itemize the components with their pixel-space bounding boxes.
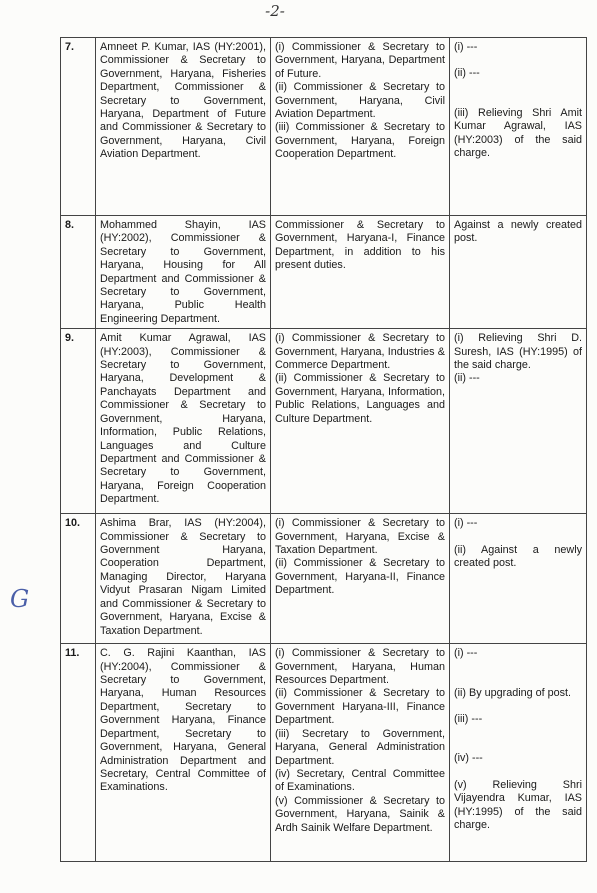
remark-item: Against a newly created post. <box>454 219 582 245</box>
posting-item: (i) Commissioner & Secretary to Government, Haryana, Human Resources Department. <box>275 647 445 687</box>
remark-item: (i) --- <box>454 41 478 53</box>
officer-details: Mohammed Shayin, IAS (HY:2002), Commissioner & Secretary to Government, Haryana, Housing for All Department and Commissioner & Secretary to Government, Haryana, Public Health Engineering Department. <box>96 216 271 329</box>
posting-item: (iii) Secretary to Government, Haryana, General Administration Department. <box>275 727 445 767</box>
remark-item: (iii) --- <box>454 713 483 726</box>
posting-details <box>271 38 450 216</box>
posting-item: (iii) Commissioner & Secretary to Government, Haryana, Foreign Cooperation Department. <box>275 121 445 161</box>
posting-item: (iv) Secretary, Central Committee of Examinations. <box>275 767 445 794</box>
posting-item: (ii) Commissioner & Secretary to Government Haryana-III, Finance Department. <box>275 687 445 727</box>
table-row <box>61 514 587 644</box>
posting-item: (i) Commissioner & Secretary to Government, Haryana, Industries & Commerce Department. <box>275 332 445 372</box>
officer-details: C. G. Rajini Kaanthan, IAS (HY:2004), Commissioner & Secretary to Government, Haryana, Human Resources Department, Secretary to Government Haryana, Finance Department, Secretary to Government, Haryana, General Administration Department and Secretary, Central Committee of Examinations. <box>96 644 271 862</box>
remark-item: (v) Relieving Shri Vijayendra Kumar, IAS (HY:1995) of the said charge. <box>454 778 582 832</box>
remarks <box>450 329 587 514</box>
serial-number: 8. <box>61 216 96 329</box>
table-row <box>61 216 587 329</box>
serial-number: 11. <box>61 644 96 862</box>
posting-item: (v) Commissioner & Secretary to Government, Haryana, Sainik & Ardh Sainik Welfare Department. <box>275 794 445 834</box>
posting-orders-table <box>60 37 587 862</box>
remark-item: (ii) Against a newly created post. <box>454 543 582 570</box>
posting-item: (i) Commissioner & Secretary to Government, Haryana, Department of Future. <box>275 41 445 80</box>
officer-details: Amit Kumar Agrawal, IAS (HY:2003), Commissioner & Secretary to Government, Haryana, Development & Panchayats Department and Commissioner & Secretary to Government, Haryana, Information, Public Relations, Languages and Culture Department and Commissioner & Secretary to Government, Haryana, Foreign Cooperation Department. <box>96 329 271 514</box>
remark-item: (i) --- <box>454 517 478 530</box>
remark-item: (ii) --- <box>454 67 480 80</box>
handwritten-margin-mark: G <box>10 585 30 613</box>
officer-details: Ashima Brar, IAS (HY:2004), Commissioner & Secretary to Government Haryana, Cooperation Department, Managing Director, Haryana Vidyut Prasaran Nigam Limited and Commissioner & Secretary to Government, Haryana, Excise & Taxation Department. <box>96 514 271 644</box>
table-row <box>61 644 587 862</box>
remarks <box>450 216 587 329</box>
remark-item: (iii) Relieving Shri Amit Kumar Agrawal, IAS (HY:2003) of the said charge. <box>454 106 582 160</box>
table-row <box>61 38 587 216</box>
remarks <box>450 644 587 862</box>
posting-details <box>271 644 450 862</box>
posting-item: (ii) Commissioner & Secretary to Government, Haryana, Civil Aviation Department. <box>275 81 445 121</box>
serial-number: 7. <box>61 38 96 216</box>
remarks <box>450 514 587 644</box>
posting-item: (ii) Commissioner & Secretary to Government, Haryana, Information, Public Relations, Languages and Culture Department. <box>275 372 445 425</box>
remark-item: (ii) --- <box>454 372 480 385</box>
posting-details <box>271 216 450 329</box>
remark-item: (i) --- <box>454 647 478 660</box>
serial-number: 9. <box>61 329 96 514</box>
table-row <box>61 329 587 514</box>
remark-item: (iv) --- <box>454 752 483 765</box>
remark-item: (ii) By upgrading of post. <box>454 686 572 699</box>
posting-item: Commissioner & Secretary to Government, Haryana-I, Finance Department, in addition to his present duties. <box>275 219 445 272</box>
remarks <box>450 38 587 216</box>
officer-details: Amneet P. Kumar, IAS (HY:2001), Commissioner & Secretary to Government, Haryana, Fisheries Department, Commissioner & Secretary to Government, Haryana, Department of Future and Commissioner & Secretary to Government, Haryana, Civil Aviation Department. <box>96 38 271 216</box>
posting-item: (i) Commissioner & Secretary to Government, Haryana, Excise & Taxation Department. <box>275 517 445 557</box>
remark-item: (i) Relieving Shri D. Suresh, IAS (HY:1995) of the said charge. <box>454 332 582 372</box>
posting-details <box>271 514 450 644</box>
posting-item: (ii) Commissioner & Secretary to Government, Haryana-II, Finance Department. <box>275 557 445 597</box>
page-number: -2- <box>265 2 285 20</box>
posting-details <box>271 329 450 514</box>
serial-number: 10. <box>61 514 96 644</box>
